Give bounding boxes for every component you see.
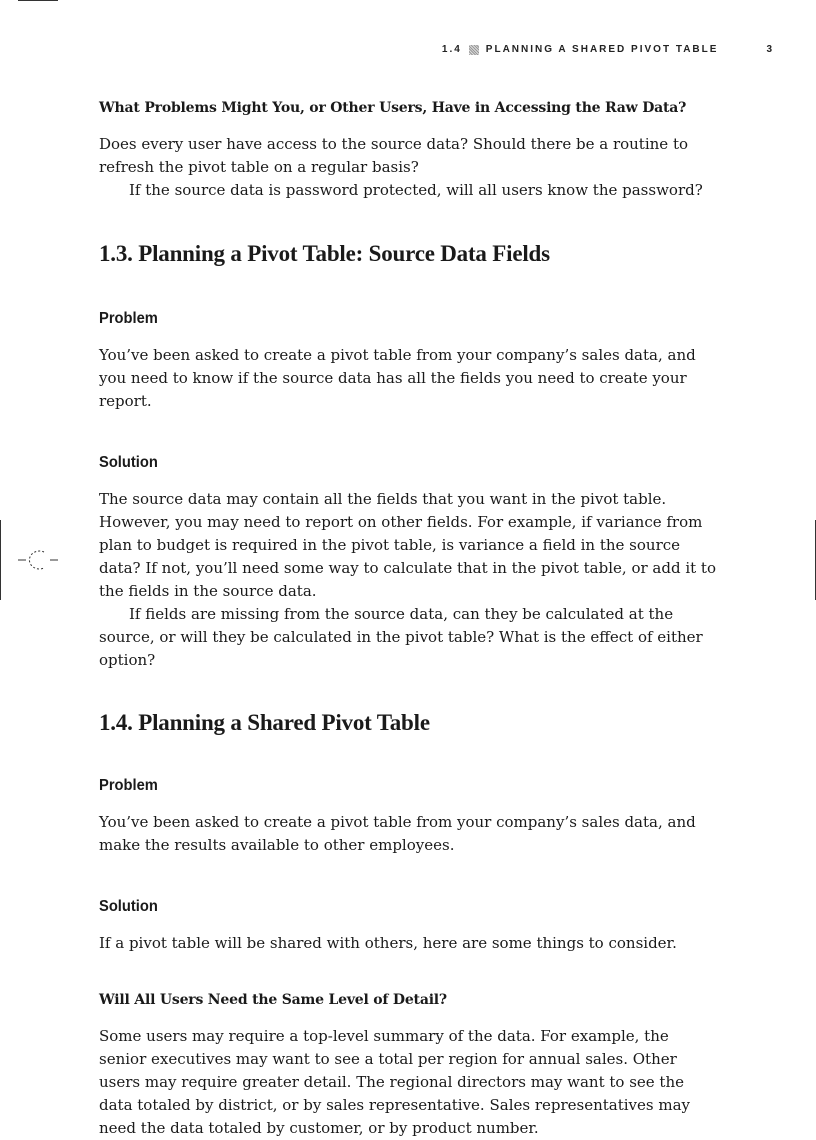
running-header [442, 44, 774, 55]
section-1-4-solution-text: If a pivot table will be shared with others, here are some things to consider. [99, 934, 677, 952]
section-1-3-solution-para-2: If fields are missing from the source data, can they be calculated at the source, or will they be calculated in the pivot table? What is the effect of either option? [99, 605, 703, 669]
header-bullet-icon [469, 45, 479, 55]
section-1-3-problem-label: Problem [99, 310, 158, 327]
section-1-4-problem-label: Problem [99, 777, 158, 794]
raw-data-para-2: If the source data is password protected, will all users know the password? [129, 181, 703, 199]
page-body [99, 98, 719, 1140]
page-number: 3 [766, 44, 774, 55]
section-1-3-solution-label: Solution [99, 454, 158, 471]
section-1-4-problem-text: You’ve been asked to create a pivot table from your company’s sales data, and make the results available to other employees. [99, 813, 696, 854]
section-1-3-solution-para-1: The source data may contain all the fields that you want in the pivot table. However, you may need to report on other fields. For example, if variance from plan to budget is required in the pivot table, is variance a field in the source data? If not, you’ll need some way to calculate that in the pivot table, or add it to the fields in the source data. [99, 490, 716, 600]
detail-level-text: Some users may require a top-level summary of the data. For example, the senior executives may want to see a total per region for annual sales. Other users may require greater detail. The regional directors may want to see the data totaled by district, or by sales representative. Sales representatives may need the data totaled by customer, or by product number. [99, 1027, 691, 1137]
section-1-4-title: 1.4. Planning a Shared Pivot Table [99, 710, 430, 735]
header-title: PLANNING A SHARED PIVOT TABLE [485, 44, 719, 55]
header-section-ref: 1.4 [441, 44, 462, 55]
raw-data-para-1: Does every user have access to the source data? Should there be a routine to refresh the pivot table on a regular basis? [99, 135, 688, 176]
registration-mark-icon [0, 520, 60, 600]
section-1-3-problem-text: You’ve been asked to create a pivot table from your company’s sales data, and you need to know if the source data has all the fields you need to create your report. [99, 346, 696, 410]
detail-level-heading: Will All Users Need the Same Level of Detail? [99, 992, 447, 1008]
section-1-4-solution-label: Solution [99, 898, 158, 915]
raw-data-heading: What Problems Might You, or Other Users, Have in Accessing the Raw Data? [99, 100, 687, 116]
section-1-3-title: 1.3. Planning a Pivot Table: Source Data Fields [99, 241, 550, 266]
crop-mark-top [18, 0, 58, 1]
